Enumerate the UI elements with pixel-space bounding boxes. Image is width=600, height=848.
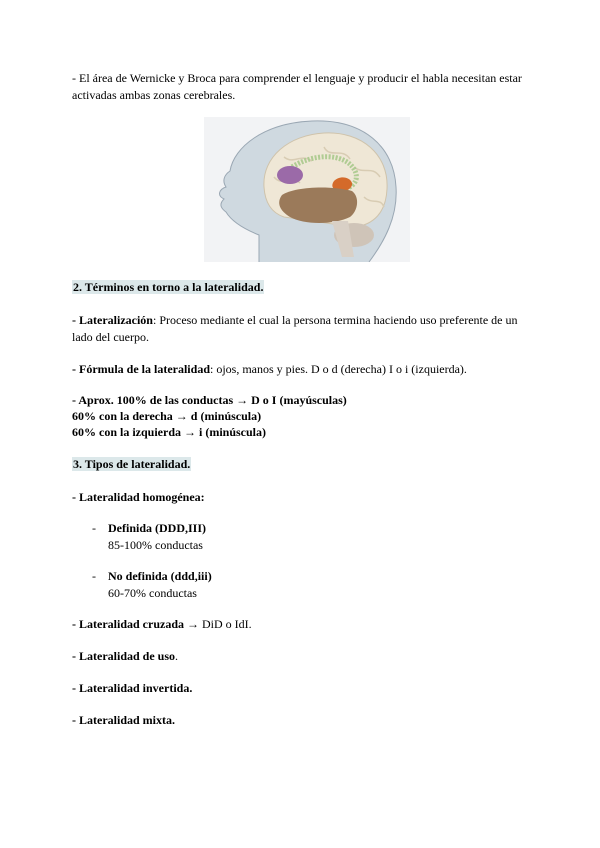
nodefinida-sub: 60-70% conductas	[108, 586, 197, 600]
aprox-line-1: - Aprox. 100% de las conductas → D o I (mayúsculas)	[72, 393, 347, 407]
formula-term: - Fórmula de la lateralidad	[72, 362, 210, 376]
formula-paragraph	[72, 361, 532, 378]
lateralizacion-term: - Lateralización	[72, 313, 153, 327]
uso-paragraph	[72, 648, 532, 665]
lateralizacion-paragraph	[72, 312, 532, 346]
cruzada-term: - Lateralidad cruzada	[72, 617, 184, 631]
definida-label: Definida (DDD,III)	[108, 521, 207, 535]
list-bullet: -	[92, 569, 96, 583]
list-bullet: -	[92, 521, 96, 535]
mixta-paragraph: - Lateralidad mixta.	[72, 713, 175, 727]
formula-text: : ojos, manos y pies. D o d (derecha) I o i (izquierda).	[210, 362, 467, 376]
intro-paragraph: - El área de Wernicke y Broca para comprender el lenguaje y producir el habla necesitan estar activadas ambas zonas cerebrales.	[72, 71, 522, 102]
aprox-line-3: 60% con la izquierda → i (minúscula)	[72, 425, 267, 439]
nodefinida-label: No definida (ddd,iii)	[108, 569, 212, 583]
section-3-heading	[72, 456, 532, 473]
aprox-line-2: 60% con la derecha → d (minúscula)	[72, 409, 262, 423]
uso-term: - Lateralidad de uso	[72, 649, 176, 663]
section-2-heading	[72, 279, 532, 296]
wernicke-area	[277, 166, 303, 184]
section-3-heading-text: 3. Tipos de lateralidad.	[73, 457, 191, 471]
uso-text: .	[175, 649, 179, 663]
lateralizacion-definition: : Proceso mediante el cual la persona termina haciendo uso preferente de un lado del cuerpo.	[72, 313, 518, 344]
invertida-paragraph: - Lateralidad invertida.	[72, 681, 193, 695]
brain-figure-svg	[204, 117, 410, 262]
homogenea-heading: - Lateralidad homogénea:	[72, 490, 205, 504]
section-2-heading-text: 2. Términos en torno a la lateralidad.	[73, 280, 264, 294]
cruzada-text: → DiD o IdI.	[184, 617, 252, 631]
definida-sub: 85-100% conductas	[108, 538, 203, 552]
brain-illustration	[204, 117, 410, 262]
cruzada-paragraph	[72, 616, 532, 633]
